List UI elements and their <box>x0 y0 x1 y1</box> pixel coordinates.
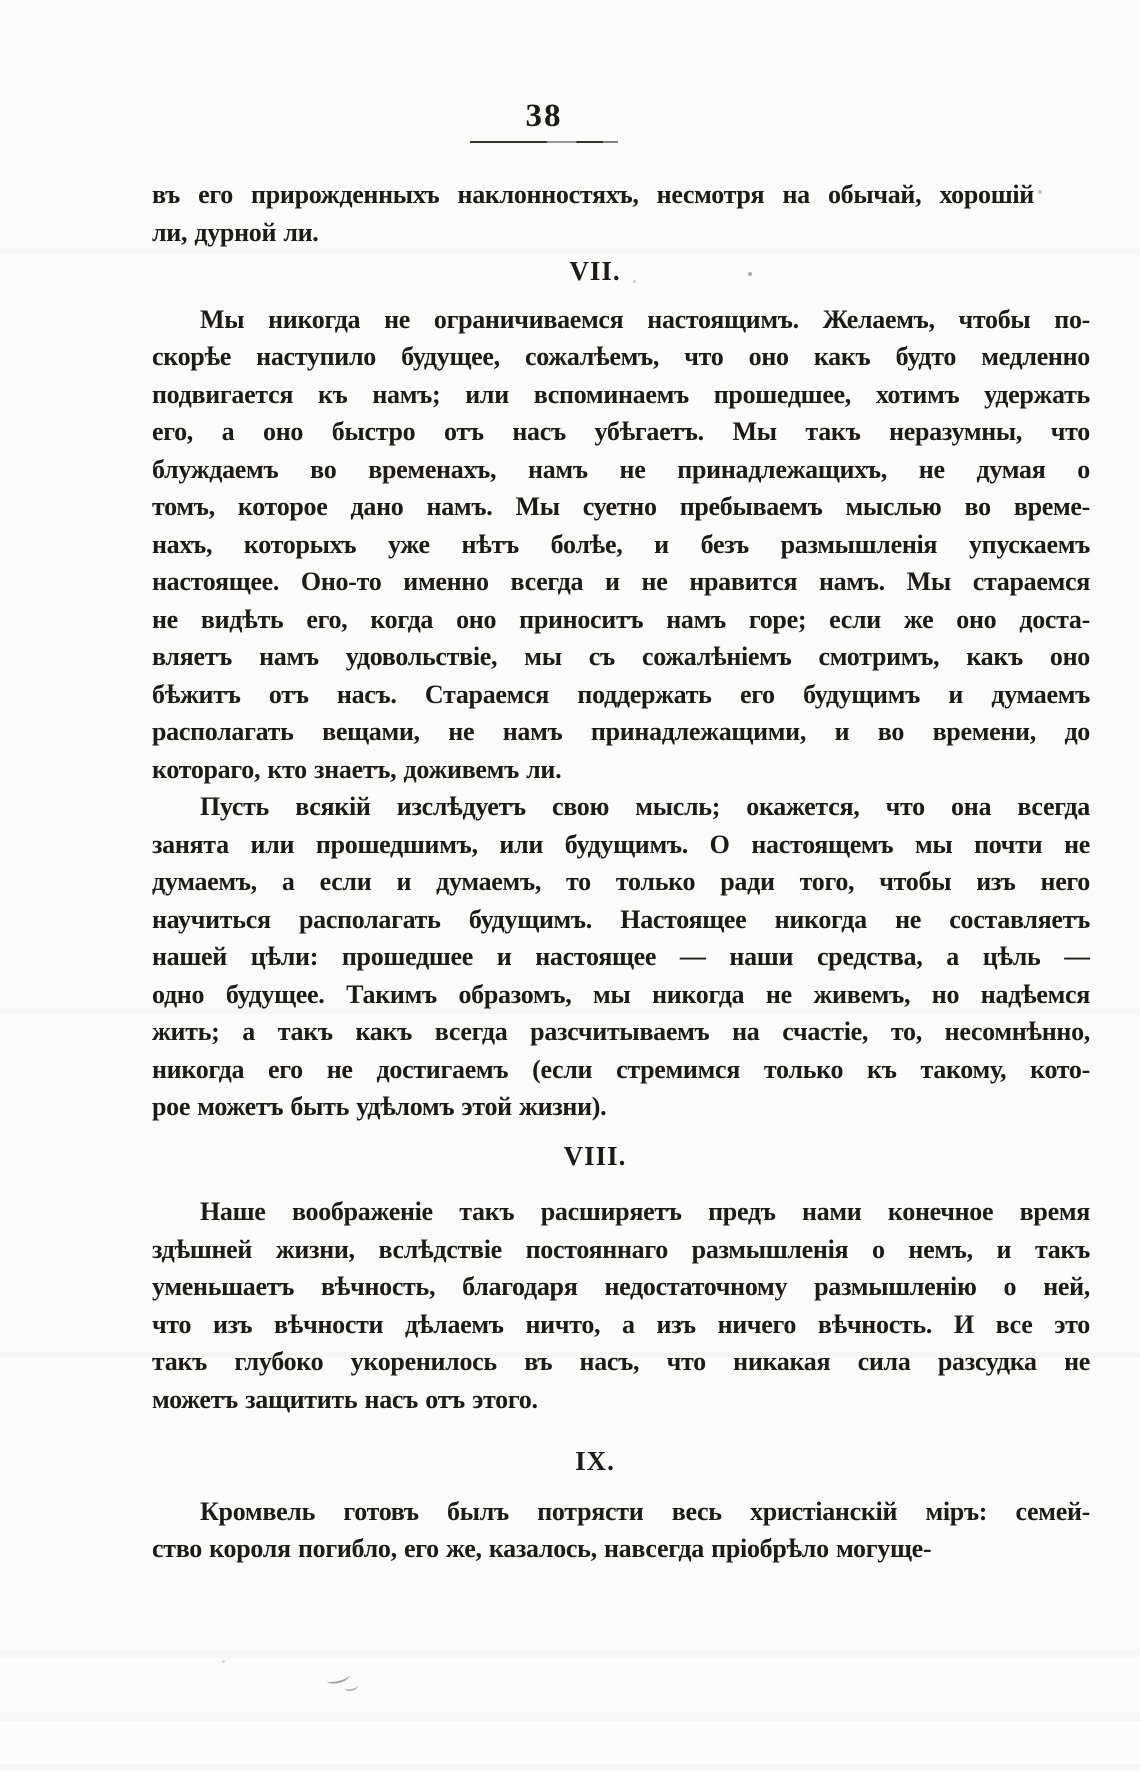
text-line: думаемъ, а если и думаемъ, то только ради того, чтобы изъ него <box>152 867 1090 896</box>
ink-speck <box>1038 190 1042 194</box>
text-line: ство короля погибло, его же, казалось, навсегда пріобрѣло могуще- <box>152 1534 932 1563</box>
paragraph <box>152 788 1090 1126</box>
text-line: котораго, кто знаетъ, доживемъ ли. <box>152 754 562 784</box>
text-line: одно будущее. Такимъ образомъ, мы никогда не живемъ, но надѣемся <box>152 979 1090 1009</box>
text-line: Кромвель готовъ былъ потрясти весь христіанскій міръ: семей- <box>200 1496 1090 1526</box>
page-number-rule <box>470 141 618 143</box>
paragraph <box>152 176 1090 251</box>
paragraph <box>152 1193 1090 1418</box>
text-line: Пусть всякій изслѣдуетъ свою мысль; окажется, что она всегда <box>200 792 1090 821</box>
text-line: подвигается къ намъ; или вспоминаемъ прошедшее, хотимъ удержать <box>152 379 1090 409</box>
text-line: располагать вещами, не намъ принадлежащими, и во времени, до <box>152 717 1090 746</box>
scan-band <box>0 1764 1140 1770</box>
section-vii <box>152 253 1090 1126</box>
page-number: 38 <box>525 98 563 134</box>
ink-speck <box>633 280 636 283</box>
text-line: ли, дурной ли. <box>152 217 319 247</box>
text-line: не видѣть его, когда оно приноситъ намъ горе; если же оно доста- <box>152 604 1090 634</box>
text-line: томъ, которое дано намъ. Мы суетно пребываемъ мыслью во време- <box>152 492 1090 521</box>
section-heading: VII. <box>569 256 621 286</box>
text-line: здѣшней жизни, вслѣдствіе постояннаго размышленія о немъ, и такъ <box>152 1234 1090 1264</box>
text-line: скорѣе наступило будущее, сожалѣемъ, что оно какъ будто медленно <box>152 342 1090 371</box>
text-line: вляетъ намъ удовольствіе, мы съ сожалѣніемъ смотримъ, какъ оно <box>152 642 1090 671</box>
page-header <box>0 98 1114 143</box>
section-ix <box>152 1443 1090 1568</box>
text-line: настоящее. Оно-то именно всегда и не нравится намъ. Мы стараемся <box>152 567 1090 596</box>
text-line: въ его прирожденныхъ наклонностяхъ, несмотря на обычай, хорошій <box>152 180 1034 209</box>
text-block <box>152 176 1090 1568</box>
text-line: нахъ, которыхъ уже нѣтъ болѣе, и безъ размышленія упускаемъ <box>152 529 1090 559</box>
section-heading: VIII. <box>563 1140 627 1171</box>
text-line: уменьшаетъ вѣчность, благодаря недостаточному размышленію о ней, <box>152 1272 1090 1301</box>
section-viii <box>152 1138 1090 1419</box>
text-line: Наше воображеніе такъ расширяетъ предъ нами конечное время <box>200 1197 1090 1226</box>
ink-smudge <box>322 1666 366 1696</box>
text-line: такъ глубоко укоренилось въ насъ, что никакая сила разсудка не <box>152 1347 1090 1376</box>
text-line: его, а оно быстро отъ насъ убѣгаетъ. Мы такъ неразумны, что <box>152 417 1090 446</box>
text-line: можетъ защитить насъ отъ этого. <box>152 1384 538 1414</box>
paragraph <box>152 301 1090 789</box>
ink-speck <box>222 1660 225 1663</box>
text-line: занята или прошедшимъ, или будущимъ. О настоящемъ мы почти не <box>152 829 1090 859</box>
text-line: Мы никогда не ограничиваемся настоящимъ. Желаемъ, чтобы по- <box>200 304 1090 334</box>
paragraph <box>152 1493 1090 1568</box>
text-line: блуждаемъ во временахъ, намъ не принадлежащихъ, не думая о <box>152 454 1090 484</box>
text-line: что изъ вѣчности дѣлаемъ ничто, а изъ ничего вѣчность. И все это <box>152 1309 1090 1339</box>
text-line: рое можетъ быть удѣломъ этой жизни). <box>152 1092 607 1121</box>
scan-band <box>0 1650 1140 1658</box>
section-continuation <box>152 176 1090 251</box>
text-line: научиться располагать будущимъ. Настоящее никогда не составляетъ <box>152 904 1090 934</box>
text-line: жить; а такъ какъ всегда разсчитываемъ на счастіе, то, несомнѣнно, <box>152 1017 1090 1046</box>
ink-speck <box>748 272 752 276</box>
section-heading: IX. <box>575 1446 615 1476</box>
text-line: никогда его не достигаемъ (если стремимся только къ такому, кото- <box>152 1054 1090 1084</box>
text-line: нашей цѣли: прошедшее и настоящее — наши средства, а цѣль — <box>152 942 1090 971</box>
scan-band <box>0 1712 1140 1721</box>
text-line: бѣжитъ отъ насъ. Стараемся поддержать его будущимъ и думаемъ <box>152 679 1090 709</box>
